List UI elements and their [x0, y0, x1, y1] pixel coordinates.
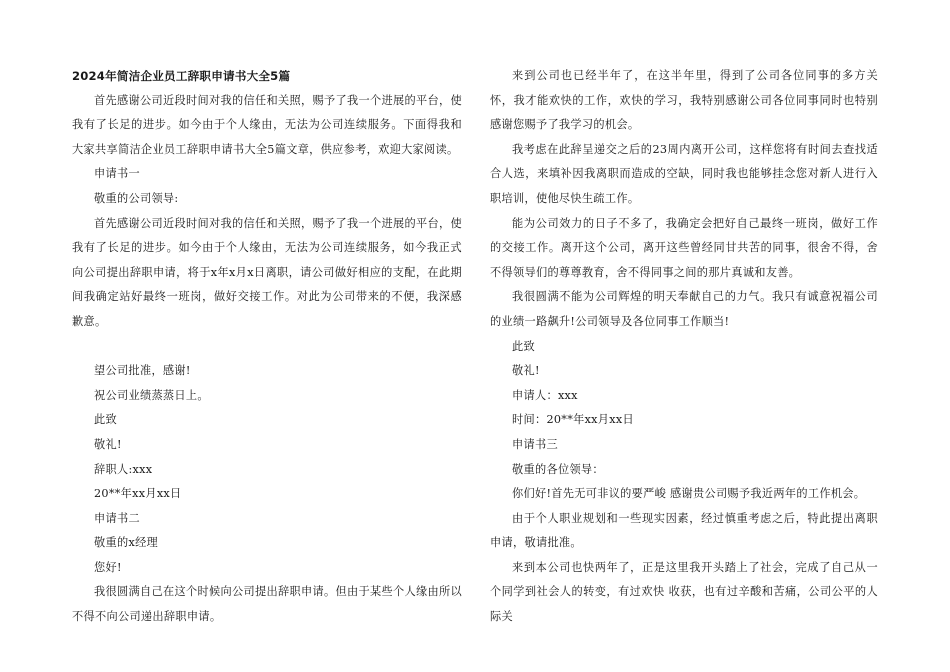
- blank-line: [72, 335, 462, 360]
- paragraph: 您好!: [94, 560, 122, 574]
- paragraph: 来到公司也已经半年了，在这半年里，得到了公司各位同事的多方关怀，我才能欢快的工作，欢快的学习，我特别感谢公司各位同事同时也特别感谢您赐予了我学习的机会。: [490, 69, 878, 132]
- paragraph: 我考虑在此辞呈递交之后的23周内离开公司，这样您将有时间去查找适合人选，来填补因我离职而造成的空缺，同时我也能够挂念您对新人进行入职培训，使他尽快生疏工作。: [490, 142, 878, 205]
- paragraph: 我很圆满不能为公司辉煌的明天奉献自己的力气。我只有诚意祝福公司的业绩一路飙升!公司领导及各位同事工作顺当!: [490, 290, 878, 328]
- paragraph: 申请书三: [512, 437, 558, 451]
- right-column: [490, 64, 878, 630]
- document-title: 2024年简洁企业员工辞职申请书大全5篇: [72, 69, 291, 83]
- paragraph: 辞职人:xxx: [94, 462, 153, 476]
- paragraph: 敬重的公司领导:: [94, 191, 179, 205]
- paragraph: 望公司批准，感谢!: [94, 364, 191, 378]
- paragraph: 首先感谢公司近段时间对我的信任和关照，赐予了我一个进展的平台，使我有了长足的进步。如今由于个人缘由，无法为公司连续服务。下面得我和大家共享简洁企业员工辞职申请书大全5篇文章，供应参考，欢迎大家阅读。: [72, 93, 462, 156]
- paragraph: 由于个人职业规划和一些现实因素，经过慎重考虑之后，特此提出离职申请，敬请批准。: [490, 511, 878, 550]
- paragraph: 你们好!首先无可非议的要严峻 感谢贵公司赐予我近两年的工作机会。: [512, 487, 866, 501]
- paragraph: 敬重的各位领导：: [512, 462, 604, 476]
- paragraph: 此致: [512, 339, 535, 353]
- paragraph: 来到本公司也快两年了，正是这里我开头踏上了社会，完成了自己从一个同学到社会人的转变，有过欢快 收获，也有过辛酸和苦痛，公司公平的人际关: [490, 560, 878, 624]
- paragraph: 20**年xx月xx日: [94, 487, 182, 501]
- paragraph: 首先感谢公司近段时间对我的信任和关照，赐予了我一个进展的平台，使我有了长足的进步。如今由于个人缘由，无法为公司连续服务，如今我正式向公司提出辞职申请，将于x年x月x日离职，请公司做好相应的支配，在此期间我确定站好最终一班岗，做好交接工作。对此为公司带来的不便，我深感歉意。: [72, 216, 462, 328]
- paragraph: 能为公司效力的日子不多了，我确定会把好自己最终一班岗，做好工作的交接工作。离开这个公司，离开这些曾经同甘共苦的同事，很舍不得，舍不得领导们的尊尊教育，舍不得同事之间的那片真诚和友善。: [490, 216, 878, 279]
- paragraph: 敬礼!: [94, 437, 122, 451]
- paragraph: 祝公司业绩蒸蒸日上。: [94, 388, 209, 402]
- paragraph: 申请书一: [94, 167, 140, 181]
- paragraph: 时间：20**年xx月xx日: [512, 413, 634, 427]
- paragraph: 敬礼!: [512, 364, 540, 378]
- paragraph: 申请书二: [94, 511, 140, 525]
- paragraph: 我很圆满自己在这个时候向公司提出辞职申请。但由于某些个人缘由所以不得不向公司递出辞职申请。: [72, 585, 462, 624]
- paragraph: 此致: [94, 413, 117, 427]
- left-column: [72, 64, 462, 630]
- paragraph: 敬重的x经理: [94, 536, 159, 550]
- paragraph: 申请人：xxx: [512, 388, 578, 402]
